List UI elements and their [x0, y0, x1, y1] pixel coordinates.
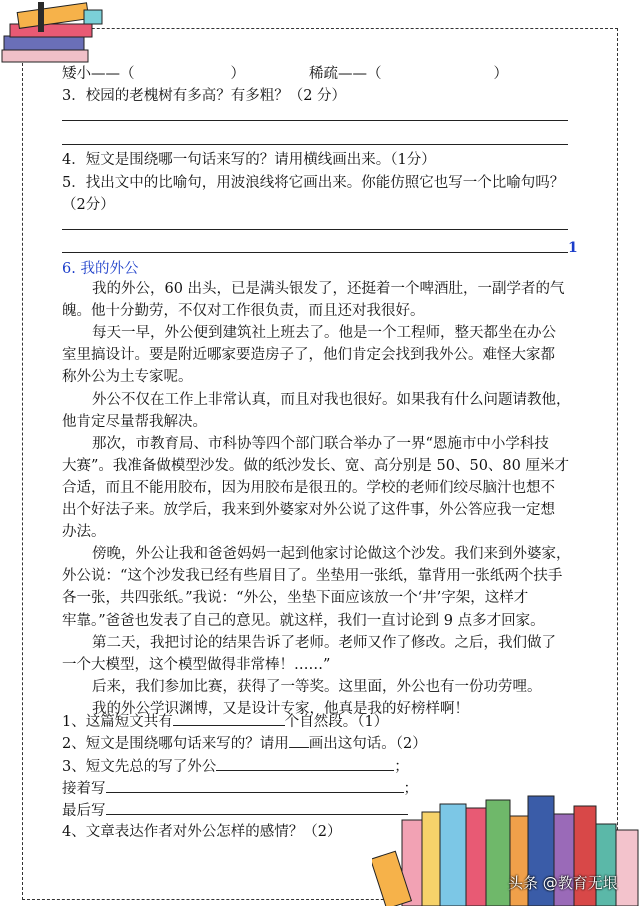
question-5-top: 5．找出文中的比喻句，用波浪线将它画出来。你能仿照它也写一个比喻句吗？: [62, 175, 565, 191]
passage-line: 他肯定尽量帮我解决。: [62, 414, 207, 430]
passage-line: 室里搞设计。要是附近哪家要造房子了，他们肯定会找到我外公。难怪大家都: [62, 347, 555, 363]
passage-line: 那次，市教育局、市科协等四个部门联合举办了一界“恩施市中小学科技: [92, 436, 549, 452]
passage-line: 合适，而且不能用胶布，因为用胶布是很丑的。学校的老师们绞尽脑汁也想不: [62, 480, 555, 496]
question-3-last: 最后写: [62, 800, 408, 821]
question-4: 4、文章表达作者对外公怎样的感情？（2）: [62, 824, 342, 840]
question-5-score: （2分）: [62, 197, 115, 213]
passage-line: 称外公为土专家呢。: [62, 369, 193, 385]
passage-line: 一个大模型，这个模型做得非常棒！……”: [62, 657, 331, 673]
passage-line: 第二天，我把讨论的结果告诉了老师。老师又作了修改。之后，我们做了: [92, 635, 556, 651]
antonym-line: 矮小——（ ） 稀疏——（ ）: [62, 66, 508, 82]
question-3: 3、短文先总的写了外公 ；: [62, 756, 409, 777]
passage-line: 后来，我们参加比赛，获得了一等奖。这里面，外公也有一份功劳哩。: [92, 679, 542, 695]
passage-line: 每天一早，外公便到建筑社上班去了。他是一个工程师，整天都坐在办公: [92, 325, 556, 341]
book-stack-icon: [0, 0, 112, 70]
answer-line: [62, 120, 568, 121]
answer-line: [62, 252, 568, 253]
passage-line: 我的外公学识渊博，又是设计专家，他真是我的好榜样啊！: [92, 701, 469, 717]
question-1: 1、这篇短文共有 个自然段。（1）: [62, 711, 388, 732]
question-3-top: 3．校园的老槐树有多高？有多粗？（2 分）: [62, 88, 347, 104]
passage-line: 出个好法子来。放学后，我来到外婆家对外公说了这件事，外公答应我一定想: [62, 502, 555, 518]
answer-line: [62, 144, 568, 145]
passage-line: 办法。: [62, 524, 106, 540]
question-4-top: 4．短文是围绕哪一句话来写的？请用横线画出来。（1分）: [62, 152, 436, 168]
question-3-next: 接着写 ；: [62, 778, 418, 799]
passage-line: 外公不仅在工作上非常认真，而且对我也很好。如果我有什么问题请教他，: [92, 392, 571, 408]
passage-line: 我的外公，60 出头，已是满头银发了，还挺着一个啤酒肚，一副学者的气: [92, 281, 565, 297]
passage-line: 魄。他十分勤劳，不仅对工作很负责，而且还对我很好。: [62, 303, 425, 319]
answer-line: [62, 229, 568, 230]
page-number: 1: [568, 240, 578, 256]
passage-line: 外公说：“这个沙发我已经有些眉目了。坐垫用一张纸，靠背用一张纸两个扶手: [62, 568, 563, 584]
passage-line: 大赛”。我准备做模型沙发。做的纸沙发长、宽、高分别是 50、50、80 厘米才: [62, 458, 569, 474]
passage-line: 傍晚，外公让我和爸爸妈妈一起到他家讨论做这个沙发。我们来到外婆家，: [92, 546, 571, 562]
passage-title: 6. 我的外公: [62, 261, 139, 277]
question-2: 2、短文是围绕哪句话来写的？请用 画出这句话。（2）: [62, 733, 427, 754]
watermark: 头条 @教育无垠: [508, 874, 618, 892]
passage-line: 牢靠。”爸爸也发表了自己的意见。就这样，我们一直讨论到 9 点多才回家。: [62, 613, 545, 629]
passage-line: 各一张，共四张纸。”我说：“外公，坐垫下面应该放一个‘井’字架，这样才: [62, 590, 529, 606]
